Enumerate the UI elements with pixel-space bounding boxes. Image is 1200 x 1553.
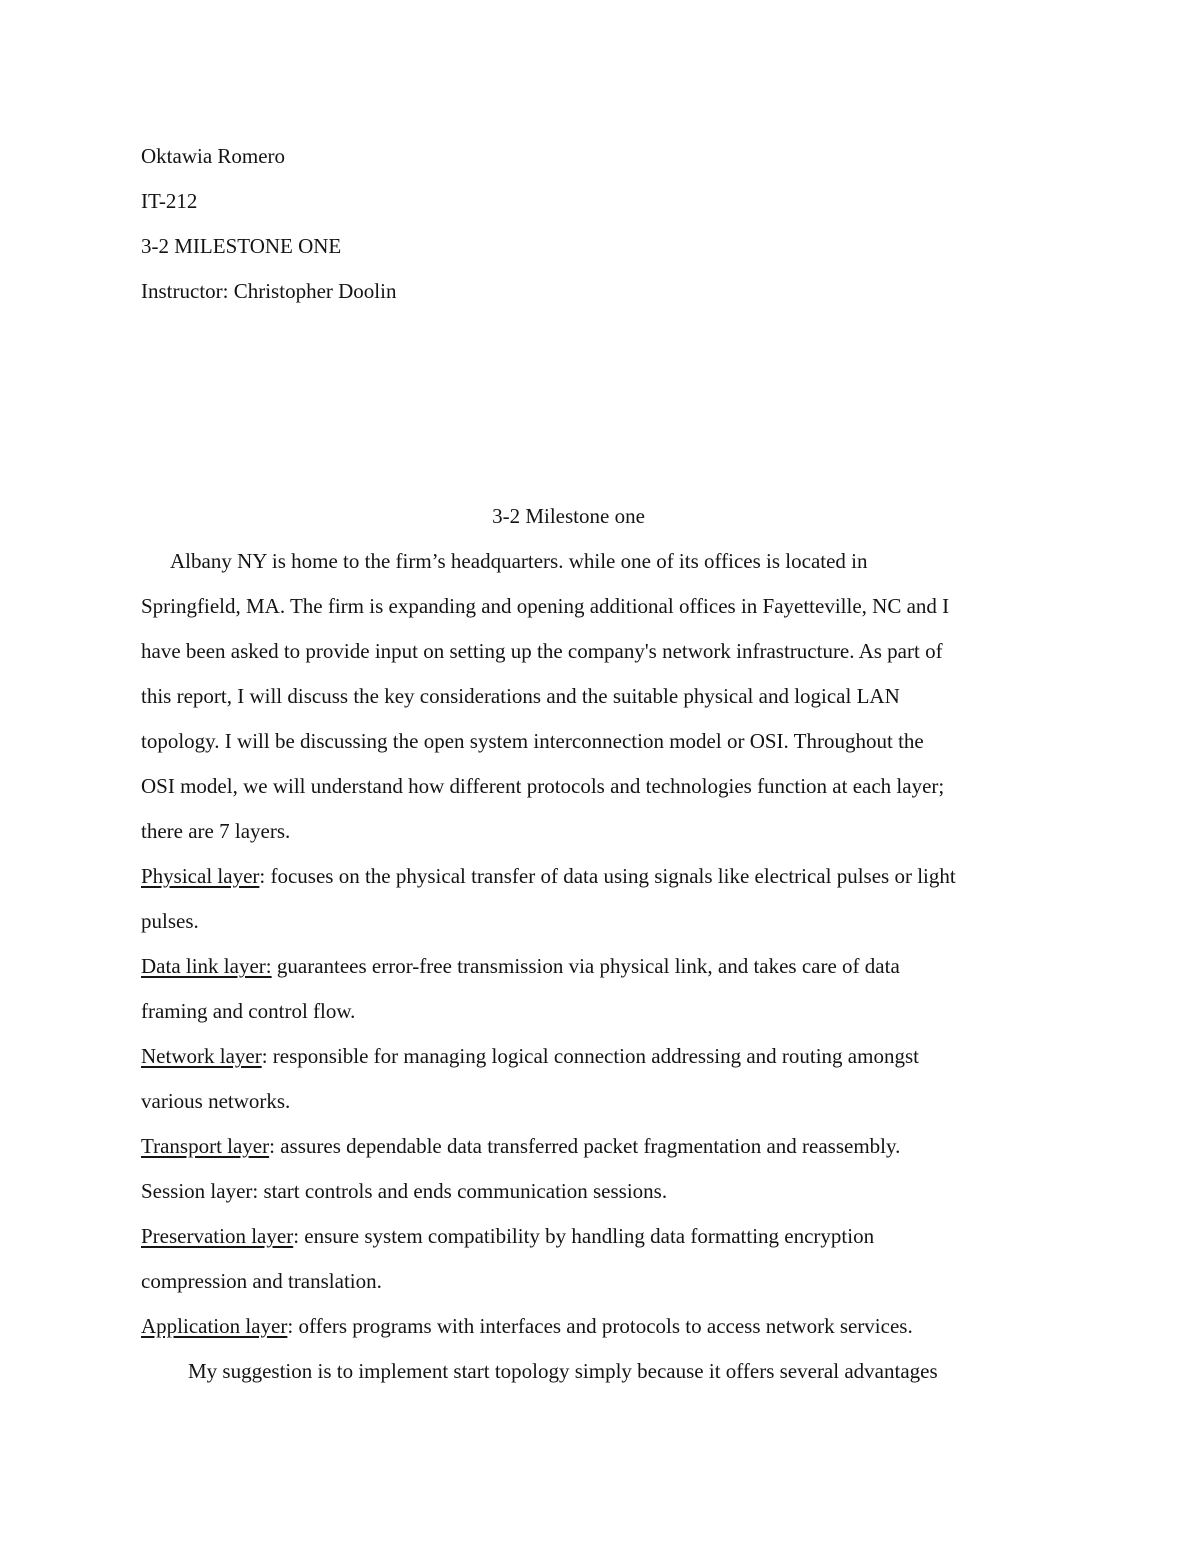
intro-line: Albany NY is home to the firm’s headquarters. while one of its offices is located in: [170, 549, 868, 573]
datalink-layer-term: Data link layer:: [141, 954, 272, 978]
datalink-layer-desc: guarantees error-free transmission via physical link, and takes care of data: [271, 954, 900, 978]
assignment-title: 3-2 MILESTONE ONE: [141, 234, 342, 258]
intro-line: have been asked to provide input on setting up the company's network infrastructure. As part of: [141, 639, 943, 663]
preservation-layer-term: Preservation layer: [141, 1224, 294, 1248]
physical-layer-desc: : focuses on the physical transfer of data using signals like electrical pulses or light: [259, 864, 956, 888]
preservation-layer-desc: : ensure system compatibility by handling data formatting encryption: [293, 1224, 875, 1248]
physical-layer-term: Physical layer: [141, 864, 260, 888]
intro-line: this report, I will discuss the key considerations and the suitable physical and logical LAN: [141, 684, 900, 708]
network-layer-desc-cont: various networks.: [141, 1089, 291, 1113]
intro-line: Springfield, MA. The firm is expanding and opening additional offices in Fayetteville, NC and I: [141, 594, 950, 618]
network-layer-term: Network layer: [141, 1044, 262, 1068]
datalink-layer-desc-cont: framing and control flow.: [141, 999, 356, 1023]
preservation-layer-line: [141, 1224, 874, 1248]
physical-layer-desc-cont: pulses.: [141, 909, 199, 933]
transport-layer-line: [141, 1134, 900, 1158]
session-layer-line: Session layer: start controls and ends communication sessions.: [141, 1179, 668, 1203]
course-code: IT-212: [141, 189, 198, 213]
document-title: 3-2 Milestone one: [492, 504, 645, 528]
physical-layer-line: [141, 864, 956, 888]
datalink-layer-line: [141, 954, 900, 978]
intro-line: topology. I will be discussing the open system interconnection model or OSI. Throughout the: [141, 729, 924, 753]
application-layer-desc: : offers programs with interfaces and protocols to access network services.: [287, 1314, 913, 1338]
transport-layer-desc: : assures dependable data transferred packet fragmentation and reassembly.: [269, 1134, 901, 1158]
author-name: Oktawia Romero: [141, 144, 286, 168]
intro-line: OSI model, we will understand how different protocols and technologies function at each layer;: [141, 774, 945, 798]
intro-line: there are 7 layers.: [141, 819, 291, 843]
suggestion-line: My suggestion is to implement start topology simply because it offers several advantages: [188, 1359, 938, 1383]
preservation-layer-desc-cont: compression and translation.: [141, 1269, 382, 1293]
network-layer-line: [141, 1044, 919, 1068]
application-layer-line: [141, 1314, 913, 1338]
network-layer-desc: : responsible for managing logical connection addressing and routing amongst: [261, 1044, 919, 1068]
application-layer-term: Application layer: [141, 1314, 288, 1338]
transport-layer-term: Transport layer: [141, 1134, 270, 1158]
instructor-line: Instructor: Christopher Doolin: [141, 279, 397, 303]
